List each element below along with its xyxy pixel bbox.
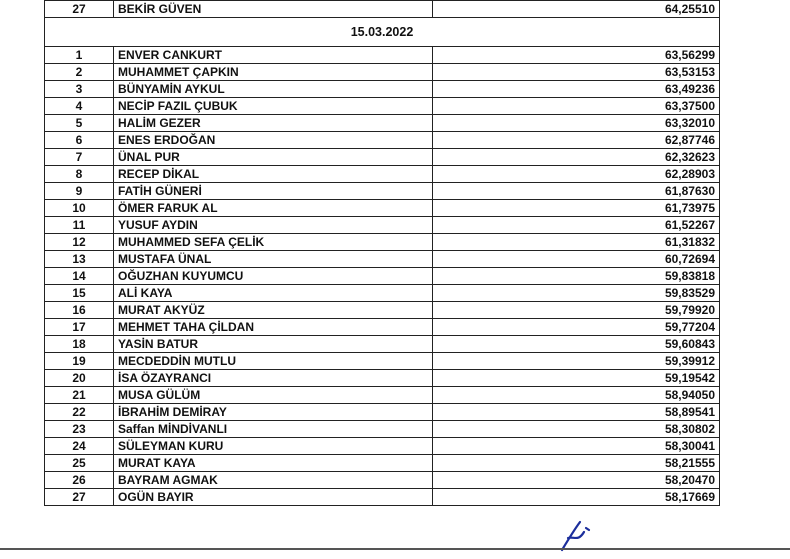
row-name: Saffan MİNDİVANLI bbox=[114, 421, 433, 438]
signature-icon bbox=[556, 516, 596, 559]
row-name: İBRAHİM DEMİRAY bbox=[114, 404, 433, 421]
row-name: BÜNYAMİN AYKUL bbox=[114, 81, 433, 98]
table-row bbox=[45, 132, 720, 149]
results-table-body bbox=[45, 1, 720, 506]
row-number: 22 bbox=[45, 404, 114, 421]
table-row bbox=[45, 200, 720, 217]
row-name: OĞUZHAN KUYUMCU bbox=[114, 268, 433, 285]
row-score: 59,83818 bbox=[433, 268, 720, 285]
table-row bbox=[45, 455, 720, 472]
table-row bbox=[45, 319, 720, 336]
row-name: İSA ÖZAYRANCI bbox=[114, 370, 433, 387]
table-row bbox=[45, 183, 720, 200]
row-score: 60,72694 bbox=[433, 251, 720, 268]
row-score: 58,30802 bbox=[433, 421, 720, 438]
row-number: 5 bbox=[45, 115, 114, 132]
row-name: ENES ERDOĞAN bbox=[114, 132, 433, 149]
row-number: 17 bbox=[45, 319, 114, 336]
table-row bbox=[45, 115, 720, 132]
row-name: YASİN BATUR bbox=[114, 336, 433, 353]
row-name: MEHMET TAHA ÇİLDAN bbox=[114, 319, 433, 336]
row-name: MUHAMMET ÇAPKIN bbox=[114, 64, 433, 81]
row-number: 21 bbox=[45, 387, 114, 404]
row-name: BEKİR GÜVEN bbox=[114, 1, 433, 18]
row-number: 19 bbox=[45, 353, 114, 370]
table-row bbox=[45, 251, 720, 268]
row-number: 3 bbox=[45, 81, 114, 98]
table-row bbox=[45, 217, 720, 234]
row-number: 24 bbox=[45, 438, 114, 455]
row-name: ALİ KAYA bbox=[114, 285, 433, 302]
table-row bbox=[45, 64, 720, 81]
row-score: 59,19542 bbox=[433, 370, 720, 387]
row-score: 61,31832 bbox=[433, 234, 720, 251]
table-row bbox=[45, 302, 720, 319]
row-number: 1 bbox=[45, 47, 114, 64]
row-name: RECEP DİKAL bbox=[114, 166, 433, 183]
table-row bbox=[45, 268, 720, 285]
row-number: 13 bbox=[45, 251, 114, 268]
row-name: ÖMER FARUK AL bbox=[114, 200, 433, 217]
row-score: 63,32010 bbox=[433, 115, 720, 132]
row-score: 62,28903 bbox=[433, 166, 720, 183]
row-score: 61,87630 bbox=[433, 183, 720, 200]
row-name: HALİM GEZER bbox=[114, 115, 433, 132]
row-number: 9 bbox=[45, 183, 114, 200]
table-row bbox=[45, 285, 720, 302]
row-number: 18 bbox=[45, 336, 114, 353]
row-score: 59,83529 bbox=[433, 285, 720, 302]
row-score: 63,49236 bbox=[433, 81, 720, 98]
row-number: 2 bbox=[45, 64, 114, 81]
row-score: 61,73975 bbox=[433, 200, 720, 217]
row-name: NECİP FAZIL ÇUBUK bbox=[114, 98, 433, 115]
table-row bbox=[45, 166, 720, 183]
table-row bbox=[45, 404, 720, 421]
row-number: 23 bbox=[45, 421, 114, 438]
row-number: 25 bbox=[45, 455, 114, 472]
row-number: 27 bbox=[45, 1, 114, 18]
row-score: 62,87746 bbox=[433, 132, 720, 149]
row-name: ÜNAL PUR bbox=[114, 149, 433, 166]
row-number: 6 bbox=[45, 132, 114, 149]
row-score: 58,17669 bbox=[433, 489, 720, 506]
table-row bbox=[45, 421, 720, 438]
table-row bbox=[45, 353, 720, 370]
table-row bbox=[45, 472, 720, 489]
row-name: MECDEDDİN MUTLU bbox=[114, 353, 433, 370]
table-row bbox=[45, 1, 720, 18]
table-row bbox=[45, 336, 720, 353]
row-number: 16 bbox=[45, 302, 114, 319]
row-score: 59,77204 bbox=[433, 319, 720, 336]
row-score: 58,94050 bbox=[433, 387, 720, 404]
row-score: 59,60843 bbox=[433, 336, 720, 353]
row-number: 7 bbox=[45, 149, 114, 166]
table-row bbox=[45, 370, 720, 387]
row-number: 12 bbox=[45, 234, 114, 251]
row-number: 15 bbox=[45, 285, 114, 302]
row-score: 58,30041 bbox=[433, 438, 720, 455]
row-name: MURAT KAYA bbox=[114, 455, 433, 472]
row-number: 10 bbox=[45, 200, 114, 217]
row-name: BAYRAM AGMAK bbox=[114, 472, 433, 489]
table-row bbox=[45, 387, 720, 404]
table-row bbox=[45, 489, 720, 506]
row-score: 63,56299 bbox=[433, 47, 720, 64]
table-row bbox=[45, 81, 720, 98]
row-score: 58,89541 bbox=[433, 404, 720, 421]
row-score: 58,20470 bbox=[433, 472, 720, 489]
row-score: 62,32623 bbox=[433, 149, 720, 166]
row-number: 11 bbox=[45, 217, 114, 234]
row-number: 4 bbox=[45, 98, 114, 115]
table-row bbox=[45, 234, 720, 251]
row-score: 59,39912 bbox=[433, 353, 720, 370]
row-score: 63,53153 bbox=[433, 64, 720, 81]
results-table bbox=[44, 0, 720, 506]
row-score: 59,79920 bbox=[433, 302, 720, 319]
row-score: 61,52267 bbox=[433, 217, 720, 234]
row-name: MUSTAFA ÜNAL bbox=[114, 251, 433, 268]
row-name: MUHAMMED SEFA ÇELİK bbox=[114, 234, 433, 251]
row-name: YUSUF AYDIN bbox=[114, 217, 433, 234]
row-name: FATİH GÜNERİ bbox=[114, 183, 433, 200]
row-number: 27 bbox=[45, 489, 114, 506]
row-number: 20 bbox=[45, 370, 114, 387]
row-name: ENVER CANKURT bbox=[114, 47, 433, 64]
table-row bbox=[45, 438, 720, 455]
table-row bbox=[45, 98, 720, 115]
row-number: 8 bbox=[45, 166, 114, 183]
row-name: SÜLEYMAN KURU bbox=[114, 438, 433, 455]
row-number: 14 bbox=[45, 268, 114, 285]
table-row bbox=[45, 149, 720, 166]
date-header-row bbox=[45, 18, 720, 47]
page-bottom-border bbox=[0, 548, 790, 550]
row-name: MURAT AKYÜZ bbox=[114, 302, 433, 319]
row-name: OGÜN BAYIR bbox=[114, 489, 433, 506]
row-score: 63,37500 bbox=[433, 98, 720, 115]
row-score: 64,25510 bbox=[433, 1, 720, 18]
table-row bbox=[45, 47, 720, 64]
date-header: 15.03.2022 bbox=[45, 18, 720, 47]
row-name: MUSA GÜLÜM bbox=[114, 387, 433, 404]
row-number: 26 bbox=[45, 472, 114, 489]
row-score: 58,21555 bbox=[433, 455, 720, 472]
